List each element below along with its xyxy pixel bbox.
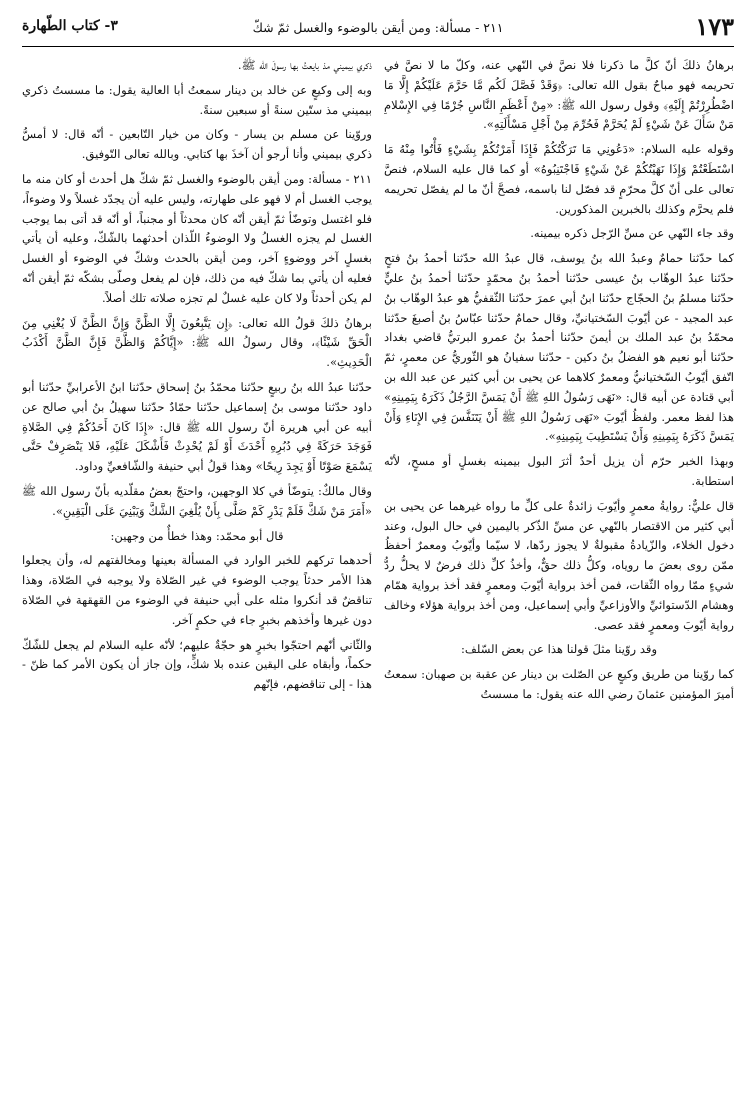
- paragraph: وقد جاء النّهي عن مسِّ الرّجل ذكره بيمينه.: [530, 226, 734, 241]
- running-book-title: ٣- كتاب الطّهارة: [22, 18, 118, 34]
- running-section-title: ٢١١ - مسألة: ومن أيقن بالوضوء والغسل ثمّ شكّ: [252, 20, 504, 35]
- paragraph: ٢١١ - مسألة: ومن أيقن بالوضوء والغسل ثمّ شكّ هل أحدث أو كان منه ما يوجب الغسل أم لا فهو على طهارته، وليس عليه أن يجدّد غسلاً ولا وضوءاً، فلو اغتسل وتوضّأ ثمّ أيقن أنّه كان محدثاً أو مجنباً، أو أنّه قد أتى بما يوجب الغسل لم يجزه الغسلُ ولا الوضوءُ اللّذان أحدثهما بالشّكّ، وعليه أن يأتي بغسلٍ آخر ووضوءٍ آخر، ومن أيقن بالحدث وشكّ في الوضوء أو الغسل فعليه أن يأتي بما شكّ فيه من ذلك، فإن لم يفعل وصلّى بشكّه ثمّ أيقن أنّه لم يكن أحدثاً ولا كان عليه غسلٌ لم تجزه صلاته تلك أصلاً.: [22, 171, 372, 305]
- header-divider: [22, 46, 734, 47]
- paragraph: وقد روّينا مثلَ قولنا هذا عن بعض السّلف:: [460, 642, 658, 657]
- paragraph: كما حدّثنا حمامٌ وعبدُ الله بنُ يوسف، قال عبدُ الله حدّثنا أحمدُ بنُ فتحٍ حدّثنا عبدُ الوهّاب بنُ عيسى حدّثنا أحمدُ بنُ محمّدٍ حدّثنا أحمدُ بنُ عليٍّ حدّثنا مسلمُ بنُ الحجّاج حدّثنا ابنُ أبي عمرَ حدّثنا الثّقفيُّ هو عبدُ الوهّاب بنُ عبد المجيد - عن أيّوبَ السّختيانيِّ، وقال حمامٌ حدّثنا عبّاسُ بنُ أصبغَ حدّثنا محمّدُ بنُ عبد الملك بن أيمنَ حدّثنا أحمدُ بنُ عمرو البرتيُّ قاضي بغداد حدّثنا أبو نعيم هو الفضلُ بنُ دكين - حدّثنا سفيانُ هو الثّوريُّ عن معمرٍ، ثمّ اتّفق أيّوبُ السّختيانيُّ ومعمرٌ كلاهما عن يحيى بن أبي كثير عن عبد الله بن أبي قتادة عن أبيه قال: «نَهَى رَسُولُ اللهِ ﷺ أَنْ يَمَسَّ الرَّجُلُ ذَكَرَهُ بِيَمِينِهِ» هذا لفظ معمر. ولفظُ أيّوبَ «نَهَى رَسُولُ اللهِ ﷺ أَنْ يَتَنَفَّسَ فِي الإِنَاءِ وَأَنْ يَمَسَّ ذَكَرَهُ بِيَمِينِهِ وَأَنْ يَسْتَطِيبَ بِيَمِينِهِ».: [384, 251, 734, 444]
- paragraph: أحدهما تركهم للخبر الوارد في المسألة بعينها ومخالفتهم له، وأن يجعلوا هذا الأمر حدثاً يوجب الوضوء في غير الصّلاة ولا يوجبه في الصّلاة، وهذا تناقضٌ قد أنكروا مثله على أبي حنيفة في الوضوء من القهقهة في الصّلاة دون غيرها وأخذهم بخبرٍ جاء في حكمٍ آخر.: [22, 553, 372, 627]
- paragraph: قال أبو محمّد: وهذا خطأٌ من وجهين:: [110, 528, 284, 543]
- paragraph: وقوله عليه السلام: «دَعُونِي مَا تَرَكْتُكُمْ فَإِذَا أَمَرْتُكُمْ بِشَيْءٍ فَأْتُوا مِنْهُ مَا اسْتَطَعْتُمْ وَإِذَا نَهَيْتُكُمْ عَنْ شَيْءٍ فَاجْتَنِبُوهُ» أو كما قال عليه السلام، فنصَّ تعالى على أنّ كلَّ محرّمٍ قد فصّل لنا باسمه، فصحَّ أنّ ما لم يفصّل تحريمه فلم يحرَّم وكذلك بالخبرين المذكورين.: [384, 142, 734, 216]
- page-header: [22, 12, 734, 46]
- paragraph: وروّينا عن مسلم بن يسار - وكان من خيار التّابعين - أنّه قال: لا أمسُّ ذكري بيميني وأنا أرجو أن آخذَ بها كتابي. وبالله تعالى التّوفيق.: [22, 127, 372, 162]
- paragraph: والثّاني أنّهم احتجّوا بخبرٍ هو حجّةٌ عليهم؛ لأنّه عليه السلام لم يجعل للشّكّ حكماً، وأبقاه على اليقين عنده بلا شكٍّ، وإن جاز أن يكون الأمر كما ظنّ - هذا - إلى تناقضهم، فإنّهم: [22, 637, 372, 692]
- paragraph: برهانُ ذلكَ قولُ الله تعالى: ﴿إِن يَتَّبِعُونَ إِلَّا الظَّنَّ وَإِنَّ الظَّنَّ لَا يُغْنِي مِنَ الْحَقِّ شَيْئًا﴾، وقال رسولُ الله ﷺ: «إِيَّاكُمْ وَالظَّنَّ فَإِنَّ الظَّنَّ أَكْذَبُ الْحَدِيثِ».: [22, 315, 372, 370]
- paragraph: حدّثنا عبدُ الله بنُ ربيعٍ حدّثنا محمّدُ بنُ إسحاق حدّثنا ابنُ الأعرابيِّ حدّثنا أبو داود حدّثنا موسى بنُ إسماعيل حدّثنا حمّادٌ حدّثنا سهيلُ بنُ أبي صالح عن أبيه عن أبي هريرة أنّ رسول الله ﷺ قال: «إِذَا كَانَ أَحَدُكُمْ فِي الصَّلاةِ فَوَجَدَ حَرَكَةً فِي دُبُرِهِ أَحْدَثَ أَوْ لَمْ يُحْدِثْ فَأَشْكَلَ عَلَيْهِ، فَلا يَنْصَرِفْ حَتَّى يَسْمَعَ صَوْتًا أَوْ يَجِدَ رِيحًا» وهذا قولُ أبي حنيفة والشّافعيِّ وداود.: [22, 379, 372, 474]
- paragraph: قال عليٌّ: روايةُ معمرٍ وأيّوبَ زائدةٌ على كلِّ ما رواه غيرهما عن يحيى بن أبي كثير من الاقتصار بالنّهي عن مسِّ الذّكر باليمين في حال البول، وعند دخول الخلاء، والزّيادةُ مقبولةٌ لا يجوز ردّها، لا سيّما وأيّوبُ ومعمرٌ أحفظُ ممّن روى بعضَ ما روياه، وكلُّ ذلك حقٌّ، وأخذُ كلِّ ذلك فرضٌ لا يحلُّ ردُّ شيءٍ ممّا رواه الثّقات، فمن أخذ برواية أيّوبَ ومعمرٍ فقد أخذ برواية همّام وهشام الدّستوائيِّ والأوزاعيِّ وأبي إسماعيل، ومن أخذ برواية هؤلاء وخالف رواية أيّوبَ ومعمرٍ فقد عصى.: [384, 498, 734, 632]
- paragraph: برهانُ ذلكَ أنّ كلَّ ما ذكرنا فلا نصَّ في النّهي عنه، وكلّ ما لا نصَّ في تحريمه فهو مباحٌ بقول الله تعالى: ﴿وَقَدْ فَصَّلَ لَكُم مَّا حَرَّمَ عَلَيْكُمْ إِلَّا مَا اضْطُرِرْتُمْ إِلَيْهِ﴾ وقول رسول الله ﷺ: «مِنْ أَعْظَمِ النَّاسِ جُرْمًا فِي الإِسْلامِ مَنْ سَأَلَ عَنْ شَيْءٍ لَمْ يُحَرَّمْ فَحُرِّمَ مِنْ أَجْلِ مَسْأَلَتِهِ».: [384, 58, 734, 132]
- paragraph: وبه إلى وكيعٍ عن خالد بن دينار سمعتُ أبا العالية يقول: ما مسستُ ذكري بيميني مذ ستّين سنةً أو سبعين سنةً.: [22, 82, 372, 117]
- paragraph: كما روّينا من طريق وكيعٍ عن الصّلت بن دينار عن عقبة بن صهبان: سمعتُ أميرَ المؤمنين عثمانَ رضي الله عنه يقول: ما مسستُ: [384, 667, 734, 701]
- paragraph: ذكري بيميني مذ بايعتُ بها رسولَ الله ﷺ.: [237, 58, 372, 72]
- left-text-column: [22, 56, 372, 1096]
- paragraph: وبهذا الخبر حرّم أن يزيل أحدٌ أثرَ البول بيمينه بغسلٍ أو مسحٍ، لأنّه استطابة.: [384, 454, 734, 488]
- right-text-column: [384, 56, 734, 1096]
- page-number: ١٧٣: [695, 12, 734, 41]
- paragraph: وقال مالكٌ: يتوضّأ في كلا الوجهين، واحتجّ بعضُ مقلّديه بأنّ رسول الله ﷺ «أَمَرَ مَنْ شَكَّ فَلَمْ يَدْرِ كَمْ صَلَّى بِأَنْ يُلْغِيَ الشَّكَّ وَيَبْنِيَ عَلَى الْيَقِينِ».: [22, 483, 372, 518]
